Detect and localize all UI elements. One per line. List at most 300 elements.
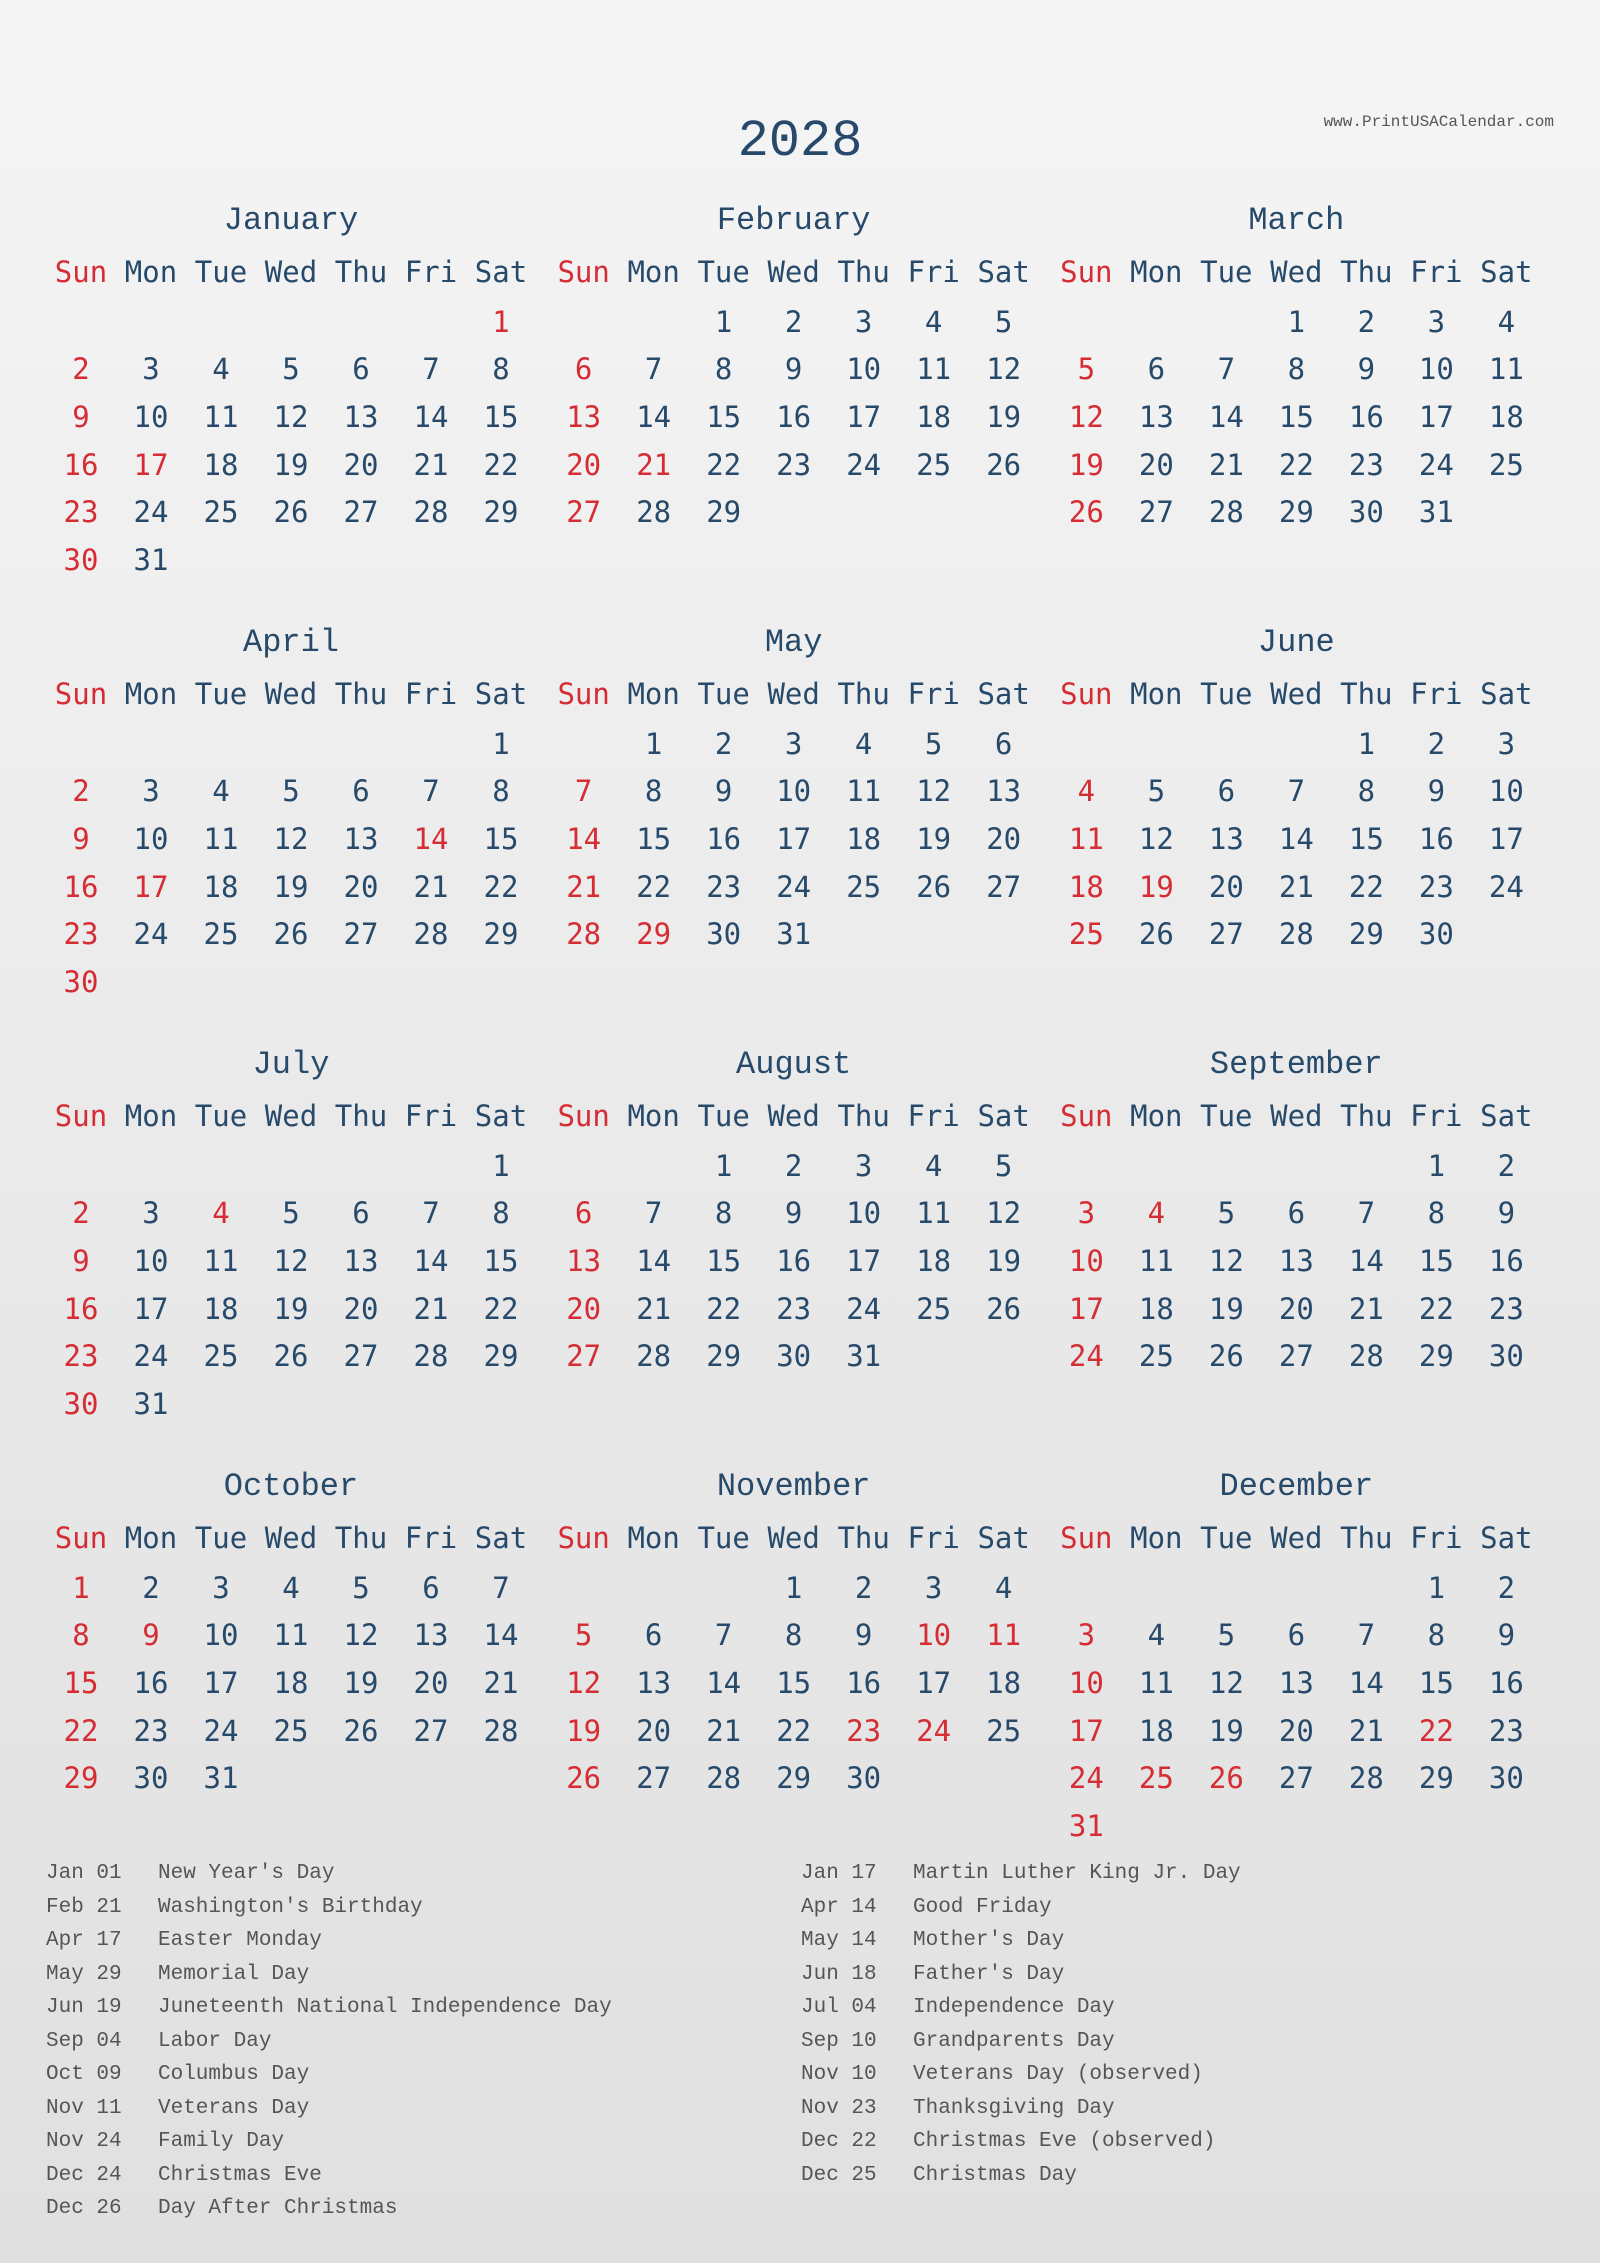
month-name: December <box>1219 1468 1374 1505</box>
day-cell: 29 <box>706 1339 742 1374</box>
day-cell: 6 <box>574 352 593 387</box>
day-cell: 9 <box>714 774 733 809</box>
month-november <box>549 1466 1052 1888</box>
empty-cell <box>1121 298 1191 346</box>
day-cell: 2 <box>1357 304 1376 339</box>
empty-cell <box>116 720 186 768</box>
day-cell: 17 <box>846 399 882 434</box>
day-cell: 8 <box>492 1196 510 1231</box>
holiday-date: Apr 14 <box>801 1895 877 1919</box>
holiday-row <box>46 2092 801 2126</box>
day-cell: 9 <box>784 352 803 387</box>
weekday-header: Mon <box>627 1099 680 1133</box>
holiday-date: Nov 11 <box>46 2096 122 2120</box>
day-cell: 19 <box>916 821 952 856</box>
month-name: July <box>252 1046 330 1083</box>
month-name: March <box>1248 202 1345 239</box>
day-cell: 25 <box>1138 1761 1174 1796</box>
day-cell: 23 <box>63 1339 99 1374</box>
day-cell: 22 <box>776 1713 812 1748</box>
day-cell: 27 <box>986 869 1022 904</box>
day-cell: 29 <box>483 1339 519 1374</box>
day-cell: 18 <box>916 399 952 434</box>
day-cell: 28 <box>1348 1761 1384 1796</box>
day-cell: 15 <box>1418 1665 1454 1700</box>
weekday-header: Wed <box>767 677 820 711</box>
day-cell: 8 <box>72 1618 90 1653</box>
weekday-header: Thu <box>334 255 388 289</box>
weekday-header: Wed <box>767 255 820 289</box>
day-cell: 15 <box>706 399 742 434</box>
day-cell: 23 <box>63 917 99 952</box>
day-cell: 6 <box>1287 1196 1306 1231</box>
day-cell: 26 <box>1068 495 1104 530</box>
month-name: February <box>716 202 871 239</box>
weekday-header: Sun <box>557 1521 610 1555</box>
day-cell: 11 <box>203 821 239 856</box>
month-table <box>46 1090 536 1428</box>
day-cell: 10 <box>1488 774 1524 809</box>
day-cell: 17 <box>133 1291 169 1326</box>
day-cell: 5 <box>1147 774 1166 809</box>
day-cell: 20 <box>343 869 379 904</box>
day-cell: 18 <box>846 821 882 856</box>
day-cell: 11 <box>916 352 952 387</box>
day-cell: 28 <box>413 1339 449 1374</box>
day-cell: 20 <box>1138 447 1174 482</box>
day-cell: 12 <box>986 352 1022 387</box>
day-cell: 27 <box>1138 495 1174 530</box>
day-cell: 21 <box>413 447 449 482</box>
day-cell: 14 <box>413 399 449 434</box>
day-cell: 8 <box>1427 1618 1446 1653</box>
day-cell: 3 <box>1427 304 1446 339</box>
day-cell: 19 <box>1208 1713 1244 1748</box>
weekday-header: Thu <box>1340 1099 1393 1133</box>
empty-cell <box>396 298 466 346</box>
empty-cell <box>549 720 619 768</box>
month-october <box>46 1466 549 1888</box>
day-cell: 9 <box>784 1196 803 1231</box>
weekday-header: Sat <box>977 255 1030 289</box>
month-table <box>549 1090 1039 1380</box>
day-cell: 7 <box>422 352 440 387</box>
months-grid <box>46 200 1554 1850</box>
holiday-row <box>801 2025 1554 2059</box>
day-cell: 2 <box>1427 726 1446 761</box>
weekday-header: Sat <box>977 677 1030 711</box>
day-cell: 4 <box>924 1148 943 1183</box>
weekday-header: Tue <box>697 1099 750 1133</box>
month-april <box>46 622 549 1044</box>
day-cell: 29 <box>483 495 519 530</box>
day-cell: 23 <box>1418 869 1454 904</box>
weekday-header: Mon <box>1130 1099 1183 1133</box>
day-cell: 11 <box>1488 352 1524 387</box>
holiday-row <box>801 2058 1554 2092</box>
day-cell: 9 <box>1497 1196 1516 1231</box>
weekday-header: Wed <box>264 1099 318 1133</box>
day-cell: 6 <box>352 1196 370 1231</box>
weekday-header: Sat <box>474 1099 528 1133</box>
day-cell: 6 <box>1217 774 1236 809</box>
holiday-date: Jan 17 <box>801 1862 877 1885</box>
day-cell: 17 <box>1418 399 1454 434</box>
day-cell: 3 <box>1077 1618 1096 1653</box>
day-cell: 23 <box>1488 1713 1524 1748</box>
empty-cell <box>326 1142 396 1190</box>
day-cell: 27 <box>343 917 379 952</box>
day-cell: 20 <box>636 1713 672 1748</box>
day-cell: 16 <box>133 1665 169 1700</box>
month-table <box>46 668 536 1006</box>
day-cell: 9 <box>854 1618 873 1653</box>
day-cell: 11 <box>846 774 882 809</box>
weekday-header: Mon <box>124 255 178 289</box>
month-table <box>1051 668 1541 958</box>
day-cell: 5 <box>574 1618 593 1653</box>
holiday-row <box>46 1958 801 1992</box>
weekday-header: Tue <box>194 1521 248 1555</box>
empty-cell <box>326 298 396 346</box>
day-cell: 20 <box>566 447 602 482</box>
day-cell: 21 <box>1348 1713 1384 1748</box>
day-cell: 29 <box>483 917 519 952</box>
day-cell: 14 <box>413 1243 449 1278</box>
day-cell: 3 <box>212 1570 230 1605</box>
day-cell: 27 <box>1208 917 1244 952</box>
weekday-header: Sun <box>1060 255 1113 289</box>
day-cell: 9 <box>1427 774 1446 809</box>
day-cell: 7 <box>714 1618 733 1653</box>
empty-cell <box>396 720 466 768</box>
weekday-header: Tue <box>1200 1521 1253 1555</box>
day-cell: 9 <box>72 821 90 856</box>
day-cell: 29 <box>1418 1761 1454 1796</box>
holiday-name: Thanksgiving Day <box>913 2096 1115 2120</box>
day-cell: 17 <box>133 869 169 904</box>
day-cell: 16 <box>63 1291 99 1326</box>
weekday-header: Thu <box>1340 677 1393 711</box>
month-march <box>1051 200 1554 622</box>
day-cell: 29 <box>706 495 742 530</box>
holiday-date: Dec 26 <box>46 2197 122 2220</box>
day-cell: 7 <box>492 1570 510 1605</box>
day-cell: 18 <box>203 447 239 482</box>
day-cell: 23 <box>1488 1291 1524 1326</box>
day-cell: 19 <box>343 1665 379 1700</box>
day-cell: 16 <box>1348 399 1384 434</box>
empty-cell <box>46 298 116 346</box>
day-cell: 19 <box>986 399 1022 434</box>
weekday-header: Wed <box>264 1521 318 1555</box>
day-cell: 5 <box>1077 352 1096 387</box>
weekday-header: Thu <box>837 1521 890 1555</box>
holiday-date: Nov 23 <box>801 2096 877 2120</box>
day-cell: 20 <box>1208 869 1244 904</box>
day-cell: 30 <box>1488 1339 1524 1374</box>
holiday-date: Sep 10 <box>801 2029 877 2053</box>
day-cell: 21 <box>1208 447 1244 482</box>
day-cell: 16 <box>776 1243 812 1278</box>
month-august <box>549 1044 1052 1466</box>
day-cell: 22 <box>63 1713 99 1748</box>
day-cell: 18 <box>273 1665 309 1700</box>
day-cell: 8 <box>644 774 663 809</box>
day-cell: 11 <box>1138 1665 1174 1700</box>
day-cell: 15 <box>636 821 672 856</box>
day-cell: 3 <box>784 726 803 761</box>
day-cell: 25 <box>1488 447 1524 482</box>
day-cell: 3 <box>1497 726 1516 761</box>
day-cell: 5 <box>994 1148 1013 1183</box>
day-cell: 8 <box>492 774 510 809</box>
holiday-name: Martin Luther King Jr. Day <box>913 1862 1241 1885</box>
day-cell: 24 <box>846 1291 882 1326</box>
weekday-header: Wed <box>767 1521 820 1555</box>
holiday-date: Nov 24 <box>46 2130 122 2153</box>
weekday-header: Mon <box>124 1099 178 1133</box>
weekday-header: Wed <box>1270 255 1323 289</box>
day-cell: 19 <box>1138 869 1174 904</box>
day-cell: 20 <box>986 821 1022 856</box>
day-cell: 23 <box>776 1291 812 1326</box>
holiday-name: Christmas Eve <box>158 2163 322 2187</box>
day-cell: 10 <box>203 1618 239 1653</box>
empty-cell <box>549 1564 619 1612</box>
day-cell: 7 <box>1217 352 1236 387</box>
day-cell: 29 <box>1278 495 1314 530</box>
day-cell: 21 <box>566 869 602 904</box>
day-cell: 31 <box>133 1386 169 1421</box>
day-cell: 7 <box>1287 774 1306 809</box>
day-cell: 30 <box>133 1761 169 1796</box>
day-cell: 10 <box>1068 1243 1104 1278</box>
holiday-row <box>801 2092 1554 2126</box>
day-cell: 4 <box>1147 1618 1166 1653</box>
weekday-header: Sat <box>977 1099 1030 1133</box>
weekday-header: Fri <box>404 1099 458 1133</box>
day-cell: 4 <box>854 726 873 761</box>
day-cell: 8 <box>714 352 733 387</box>
weekday-header: Fri <box>404 255 458 289</box>
weekday-header: Mon <box>627 1521 680 1555</box>
weekday-header: Fri <box>907 255 960 289</box>
day-cell: 1 <box>644 726 663 761</box>
day-cell: 28 <box>566 917 602 952</box>
day-cell: 25 <box>986 1713 1022 1748</box>
day-cell: 10 <box>846 352 882 387</box>
day-cell: 5 <box>352 1570 370 1605</box>
empty-cell <box>1051 298 1121 346</box>
weekday-header: Fri <box>1410 1521 1463 1555</box>
holiday-date: May 29 <box>46 1962 122 1986</box>
weekday-header: Tue <box>697 255 750 289</box>
day-cell: 27 <box>343 1339 379 1374</box>
day-cell: 22 <box>1418 1291 1454 1326</box>
day-cell: 14 <box>636 399 672 434</box>
day-cell: 12 <box>273 399 309 434</box>
weekday-header: Fri <box>1410 1099 1463 1133</box>
day-cell: 26 <box>986 447 1022 482</box>
empty-cell <box>1051 720 1121 768</box>
weekday-header: Mon <box>124 677 178 711</box>
day-cell: 29 <box>636 917 672 952</box>
month-name: June <box>1257 624 1335 661</box>
day-cell: 15 <box>483 399 519 434</box>
empty-cell <box>1121 1142 1191 1190</box>
weekday-header: Wed <box>1270 1099 1323 1133</box>
month-september <box>1051 1044 1554 1466</box>
day-cell: 16 <box>63 447 99 482</box>
day-cell: 8 <box>1287 352 1306 387</box>
day-cell: 19 <box>273 869 309 904</box>
weekday-header: Sat <box>1480 255 1533 289</box>
holiday-date: Sep 04 <box>46 2029 122 2053</box>
day-cell: 16 <box>1418 821 1454 856</box>
day-cell: 22 <box>636 869 672 904</box>
day-cell: 14 <box>1348 1243 1384 1278</box>
day-cell: 25 <box>916 1291 952 1326</box>
day-cell: 23 <box>776 447 812 482</box>
day-cell: 31 <box>203 1761 239 1796</box>
day-cell: 13 <box>413 1618 449 1653</box>
holiday-name: Labor Day <box>158 2029 272 2053</box>
day-cell: 16 <box>1488 1665 1524 1700</box>
day-cell: 11 <box>986 1618 1022 1653</box>
holiday-name: New Year's Day <box>158 1862 335 1885</box>
day-cell: 2 <box>72 1196 90 1231</box>
holiday-row <box>801 1991 1554 2025</box>
day-cell: 15 <box>706 1243 742 1278</box>
weekday-header: Fri <box>404 1521 458 1555</box>
day-cell: 28 <box>1208 495 1244 530</box>
year-title: 2028 <box>737 112 863 171</box>
holiday-name: Memorial Day <box>158 1962 310 1986</box>
day-cell: 20 <box>566 1291 602 1326</box>
day-cell: 16 <box>776 399 812 434</box>
day-cell: 28 <box>636 1339 672 1374</box>
day-cell: 30 <box>63 1386 99 1421</box>
holiday-column-left <box>46 1857 801 2226</box>
day-cell: 14 <box>413 821 449 856</box>
empty-cell <box>1191 1142 1261 1190</box>
empty-cell <box>186 720 256 768</box>
day-cell: 14 <box>483 1618 519 1653</box>
empty-cell <box>1191 1564 1261 1612</box>
day-cell: 24 <box>133 1339 169 1374</box>
day-cell: 26 <box>343 1713 379 1748</box>
day-cell: 2 <box>784 1148 803 1183</box>
day-cell: 20 <box>343 447 379 482</box>
day-cell: 24 <box>133 495 169 530</box>
day-cell: 10 <box>133 1243 169 1278</box>
holiday-date: Dec 24 <box>46 2163 122 2187</box>
day-cell: 6 <box>352 774 370 809</box>
holiday-name: Father's Day <box>913 1962 1065 1986</box>
day-cell: 30 <box>63 964 99 999</box>
day-cell: 25 <box>846 869 882 904</box>
holiday-date: Dec 22 <box>801 2130 877 2153</box>
weekday-header: Sat <box>1480 677 1533 711</box>
day-cell: 24 <box>1068 1761 1104 1796</box>
day-cell: 27 <box>636 1761 672 1796</box>
empty-cell <box>1191 298 1261 346</box>
day-cell: 21 <box>413 1291 449 1326</box>
day-cell: 18 <box>203 869 239 904</box>
weekday-header: Thu <box>837 1099 890 1133</box>
holiday-name: Easter Monday <box>158 1929 322 1952</box>
empty-cell <box>256 720 326 768</box>
day-cell: 30 <box>1418 917 1454 952</box>
weekday-header: Tue <box>194 255 248 289</box>
day-cell: 12 <box>1068 399 1104 434</box>
holiday-date: Dec 25 <box>801 2163 877 2187</box>
holiday-name: Veterans Day (observed) <box>913 2063 1203 2086</box>
day-cell: 10 <box>133 399 169 434</box>
holiday-date: Apr 17 <box>46 1929 122 1952</box>
day-cell: 22 <box>483 447 519 482</box>
day-cell: 13 <box>566 399 602 434</box>
day-cell: 2 <box>854 1570 873 1605</box>
day-cell: 14 <box>636 1243 672 1278</box>
day-cell: 6 <box>574 1196 593 1231</box>
day-cell: 4 <box>282 1570 300 1605</box>
day-cell: 28 <box>1348 1339 1384 1374</box>
day-cell: 18 <box>916 1243 952 1278</box>
weekday-header: Tue <box>194 677 248 711</box>
day-cell: 13 <box>343 821 379 856</box>
day-cell: 20 <box>1278 1291 1314 1326</box>
day-cell: 17 <box>1488 821 1524 856</box>
day-cell: 12 <box>1208 1243 1244 1278</box>
day-cell: 29 <box>776 1761 812 1796</box>
day-cell: 18 <box>986 1665 1022 1700</box>
day-cell: 2 <box>142 1570 160 1605</box>
weekday-header: Mon <box>1130 255 1183 289</box>
month-table <box>1051 246 1541 536</box>
day-cell: 15 <box>776 1665 812 1700</box>
weekday-header: Thu <box>837 255 890 289</box>
day-cell: 31 <box>1068 1808 1104 1843</box>
empty-cell <box>186 298 256 346</box>
day-cell: 12 <box>273 1243 309 1278</box>
day-cell: 4 <box>1147 1196 1166 1231</box>
empty-cell <box>1261 1564 1331 1612</box>
empty-cell <box>1191 720 1261 768</box>
day-cell: 5 <box>1217 1618 1236 1653</box>
day-cell: 23 <box>63 495 99 530</box>
weekday-header: Sun <box>557 255 610 289</box>
day-cell: 9 <box>142 1618 160 1653</box>
day-cell: 17 <box>916 1665 952 1700</box>
weekday-header: Mon <box>124 1521 178 1555</box>
month-table <box>549 246 1039 536</box>
weekday-header: Sun <box>54 1521 108 1555</box>
day-cell: 2 <box>1497 1148 1516 1183</box>
weekday-header: Fri <box>907 1099 960 1133</box>
day-cell: 8 <box>714 1196 733 1231</box>
day-cell: 3 <box>142 1196 160 1231</box>
empty-cell <box>549 298 619 346</box>
day-cell: 10 <box>846 1196 882 1231</box>
day-cell: 1 <box>72 1570 90 1605</box>
holiday-name: Christmas Day <box>913 2163 1077 2187</box>
holiday-row <box>801 1924 1554 1958</box>
holiday-row <box>801 1958 1554 1992</box>
holiday-date: May 14 <box>801 1929 877 1952</box>
weekday-header: Tue <box>697 1521 750 1555</box>
